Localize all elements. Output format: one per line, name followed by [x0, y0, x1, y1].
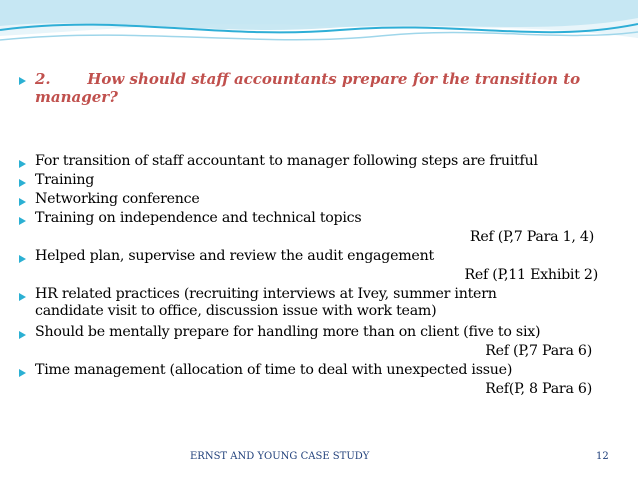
bullet-icon	[19, 331, 26, 339]
slide-title-line-1	[35, 70, 580, 88]
bullet-independence-training: Training on independence and technical topics	[35, 210, 362, 226]
footer-title: ERNST AND YOUNG CASE STUDY	[190, 451, 370, 462]
wave-soft-line	[0, 32, 638, 40]
bullet-hr-practices-continued: candidate visit to office, discussion issue with work team)	[35, 303, 437, 319]
title-text: How should staff accountants prepare for the transition to	[87, 70, 581, 88]
bullet-time-management: Time management (allocation of time to deal with unexpected issue)	[35, 362, 513, 378]
page-number: 12	[596, 451, 609, 462]
header-wave-decoration	[0, 0, 638, 64]
bullet-icon	[19, 293, 26, 301]
title-bullet-icon	[19, 77, 26, 85]
slide-title-line-2: manager?	[35, 88, 118, 106]
bullet-icon	[19, 369, 26, 377]
bullet-transition-steps: For transition of staff accountant to manager following steps are fruitful	[35, 153, 538, 169]
reference-text: Ref(P, 8 Para 6)	[485, 381, 592, 397]
bullet-icon	[19, 179, 26, 187]
bullet-icon	[19, 217, 26, 225]
bullet-audit-engagement: Helped plan, supervise and review the audit engagement	[35, 248, 434, 264]
bullet-multiple-clients: Should be mentally prepare for handling more than on client (five to six)	[35, 324, 541, 340]
reference-text: Ref (P,11 Exhibit 2)	[464, 267, 598, 283]
title-number: 2.	[35, 70, 51, 88]
bullet-networking: Networking conference	[35, 191, 200, 207]
bullet-icon	[19, 198, 26, 206]
bullet-icon	[19, 255, 26, 263]
reference-text: Ref (P,7 Para 1, 4)	[469, 229, 594, 245]
bullet-training: Training	[35, 172, 95, 188]
bullet-icon	[19, 160, 26, 168]
reference-text: Ref (P,7 Para 6)	[485, 343, 592, 359]
bullet-hr-practices: HR related practices (recruiting interviews at Ivey, summer intern	[35, 286, 497, 302]
